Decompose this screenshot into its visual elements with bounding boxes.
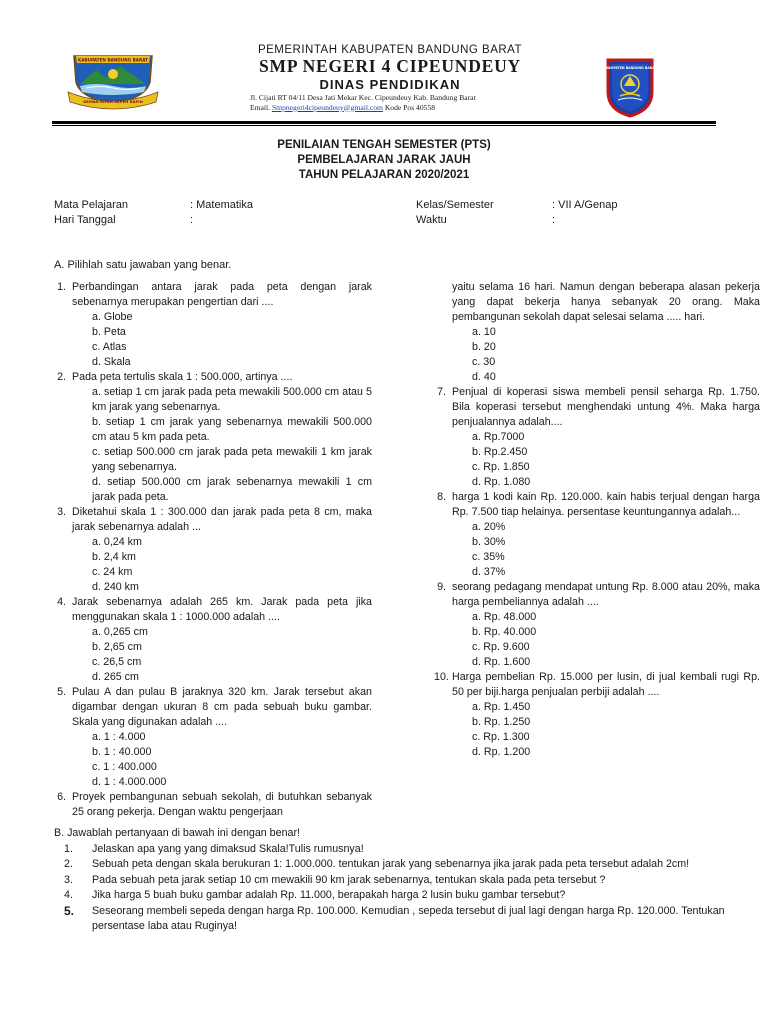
option: b. 30% — [472, 536, 506, 548]
question-3 — [54, 505, 372, 535]
essay-number: 4. — [64, 889, 73, 901]
questions-right-column — [434, 280, 760, 760]
question-10 — [434, 670, 760, 700]
section-b — [54, 826, 754, 935]
time-value: : — [552, 214, 556, 226]
option: c. 26,5 cm — [92, 656, 142, 668]
option: b. Rp.2.450 — [472, 446, 528, 458]
option: d. 265 cm — [92, 671, 139, 683]
email-label: Email. — [250, 102, 271, 112]
subject-label: Mata Pelajaran — [54, 199, 128, 211]
question-4 — [54, 595, 372, 625]
question-6-continued: yaitu selama 16 hari. Namun dengan beberapa alasan pekerja yang dapat bekerja hanya sebanyak 20 orang. Maka pembangunan sekolah dapat selesai selama ..... hari. — [452, 281, 760, 323]
question-number: 4. — [57, 596, 66, 608]
essay-text: Jika harga 5 buah buku gambar adalah Rp. 11.000, berapakah harga 2 lusin buku gambar tersebut? — [92, 889, 566, 901]
option: b. Rp. 1.250 — [472, 716, 531, 728]
option: d. Rp. 1.080 — [472, 476, 531, 488]
option: d. Skala — [92, 356, 131, 368]
essay-question — [54, 904, 754, 935]
class-label: Kelas/Semester — [416, 199, 494, 211]
question-number: 10. — [434, 671, 449, 683]
section-a-heading: A. Pilihlah satu jawaban yang benar. — [54, 259, 232, 271]
option: a. Rp.7000 — [472, 431, 525, 443]
option: b. setiap 1 cm jarak yang sebenarnya mewakili 500.000 cm atau 5 km pada peta. — [92, 416, 372, 443]
essay-number: 1. — [64, 842, 73, 855]
question-7 — [434, 385, 760, 430]
contact-line — [250, 103, 590, 113]
option: c. 24 km — [92, 566, 133, 578]
question-text: seorang pedagang mendapat untung Rp. 8.000 atau 20%, maka harga pembeliannya adalah .... — [452, 581, 760, 608]
question-text: Penjual di koperasi siswa membeli pensil seharga Rp. 1.750. Bila koperasi tersebut menghendaki untung 4%. Maka harga penjualannya adalah.... — [452, 386, 760, 428]
school-address — [190, 93, 590, 112]
option: b. 1 : 40.000 — [92, 746, 152, 758]
essay-number: 5. — [64, 903, 75, 918]
svg-text:KABUPATEN BANDUNG BARAT: KABUPATEN BANDUNG BARAT — [78, 57, 148, 63]
essay-question — [54, 873, 754, 889]
option: d. Rp. 1.600 — [472, 656, 531, 668]
option: a. Rp. 48.000 — [472, 611, 537, 623]
question-text: harga 1 kodi kain Rp. 120.000. kain habis terjual dengan harga Rp. 7.500 tiap helainya. persentase keuntungannya adalah... — [452, 491, 760, 518]
option: a. Globe — [92, 311, 133, 323]
question-number: 3. — [57, 506, 66, 518]
academic-year: TAHUN PELAJARAN 2020/2021 — [298, 169, 470, 181]
option: c. Rp. 1.300 — [472, 731, 530, 743]
question-8 — [434, 490, 760, 520]
option: b. 20 — [472, 341, 496, 353]
time-label: Waktu — [416, 214, 447, 226]
option: d. 1 : 4.000.000 — [92, 776, 167, 788]
option: c. 35% — [472, 551, 505, 563]
essay-number: 2. — [64, 858, 73, 870]
question-text: Perbandingan antara jarak pada peta dengan jarak sebenarnya merupakan pengertian dari .... — [72, 281, 372, 308]
option: a. 10 — [472, 326, 496, 338]
question-number: 7. — [437, 386, 446, 398]
essay-number: 3. — [64, 873, 73, 886]
question-text: Pulau A dan pulau B jaraknya 320 km. Jarak tersebut akan digambar dengan ukuran 8 cm pada sebuah buku gambar. Skala yang digunakan adalah .... — [72, 686, 372, 728]
day-value: : — [190, 214, 194, 226]
essay-question — [54, 857, 754, 873]
option: d. setiap 500.000 cm jarak sebenarnya mewakili 1 cm jarak pada peta. — [92, 476, 372, 503]
school-name: SMP NEGERI 4 CIPEUNDEUY — [259, 56, 521, 76]
exam-title: PENILAIAN TENGAH SEMESTER (PTS) — [277, 139, 491, 151]
option: a. 0,24 km — [92, 536, 142, 548]
header-divider-thick — [52, 121, 716, 124]
option: b. 2,65 cm — [92, 641, 142, 653]
option: d. 37% — [472, 566, 506, 578]
svg-text:KABUPATEN BANDUNG BARAT: KABUPATEN BANDUNG BARAT — [604, 66, 656, 70]
header-divider-thin — [52, 125, 716, 126]
question-5 — [54, 685, 372, 730]
option: b. Peta — [92, 326, 126, 338]
option: b. Rp. 40.000 — [472, 626, 537, 638]
letterhead — [190, 44, 590, 112]
option: d. Rp. 1.200 — [472, 746, 531, 758]
svg-text:GEMAH RIPAH REPEH RAPIH: GEMAH RIPAH REPEH RAPIH — [83, 99, 143, 104]
question-text: Proyek pembangunan sebuah sekolah, di butuhkan sebanyak 25 orang pekerja. Dengan waktu pengerjaan — [72, 791, 372, 818]
question-number: 9. — [437, 581, 446, 593]
question-1 — [54, 280, 372, 310]
option: a. 1 : 4.000 — [92, 731, 146, 743]
option: c. 30 — [472, 356, 496, 368]
option: a. 20% — [472, 521, 506, 533]
question-number: 8. — [437, 491, 446, 503]
postal-code: Kode Pos 40558 — [384, 102, 436, 112]
regency-emblem-icon — [604, 56, 656, 118]
essay-question — [54, 842, 754, 858]
email-link[interactable]: Smpnegeri4cipeundeuy@gmail.com — [271, 102, 383, 112]
question-6 — [54, 790, 372, 820]
question-number: 2. — [57, 371, 66, 383]
option: a. Rp. 1.450 — [472, 701, 531, 713]
question-text: Jarak sebenarnya adalah 265 km. Jarak pada peta jika menggunakan skala 1 : 1000.000 adalah .... — [72, 596, 372, 623]
day-label: Hari Tanggal — [54, 214, 116, 226]
essay-text: Seseorang membeli sepeda dengan harga Rp. 100.000. Kemudian , sepeda tersebut di jual lagi dengan harga Rp. 120.000. Tentukan persentase laba atau Ruginya! — [92, 904, 725, 932]
option: d. 240 km — [92, 581, 139, 593]
option: d. 40 — [472, 371, 496, 383]
option: c. Atlas — [92, 341, 127, 353]
option: c. 1 : 400.000 — [92, 761, 157, 773]
questions-left-column — [54, 280, 372, 820]
option: c. setiap 500.000 cm jarak pada peta mewakili 1 km jarak yang sebenarnya. — [92, 446, 372, 473]
address-line: Jl. Cijati RT 04/11 Desa Jati Mekar Kec. Cipeundeuy Kab. Bandung Barat — [250, 93, 476, 102]
question-9 — [434, 580, 760, 610]
option: a. 0,265 cm — [92, 626, 148, 638]
option: c. Rp. 1.850 — [472, 461, 530, 473]
bandung-barat-logo-icon — [66, 52, 160, 110]
question-text: Pada peta tertulis skala 1 : 500.000, artinya .... — [72, 371, 293, 383]
question-number: 1. — [57, 281, 66, 293]
section-b-heading: B. Jawablah pertanyaan di bawah ini dengan benar! — [54, 827, 300, 839]
question-2 — [54, 370, 372, 385]
question-text: Diketahui skala 1 : 300.000 dan jarak pada peta 8 cm, maka jarak sebenarnya adalah ... — [72, 506, 372, 533]
option: c. Rp. 9.600 — [472, 641, 530, 653]
option: a. setiap 1 cm jarak pada peta mewakili 500.000 cm atau 5 km jarak yang sebenarnya. — [92, 386, 372, 413]
question-text: Harga pembelian Rp. 15.000 per lusin, di jual kembali rugi Rp. 50 per biji.harga penjualan perbiji adalah .... — [452, 671, 760, 698]
government-name: PEMERINTAH KABUPATEN BANDUNG BARAT — [257, 44, 523, 56]
department-name: DINAS PENDIDIKAN — [319, 77, 461, 92]
essay-text: Jelaskan apa yang yang dimaksud Skala!Tulis rumusnya! — [92, 842, 364, 855]
class-value: : VII A/Genap — [552, 199, 618, 211]
question-number: 6. — [57, 791, 66, 803]
essay-text: Pada sebuah peta jarak setiap 10 cm mewakili 90 km jarak sebenarnya, tentukan skala pada peta tersebut ? — [92, 873, 606, 886]
exam-subtitle: PEMBELAJARAN JARAK JAUH — [297, 154, 471, 166]
essay-text: Sebuah peta dengan skala berukuran 1: 1.000.000. tentukan jarak yang sebenarnya jika jarak pada peta tersebut adalah 2cm! — [92, 858, 690, 870]
question-number: 5. — [57, 686, 66, 698]
option: b. 2,4 km — [92, 551, 136, 563]
subject-value: : Matematika — [190, 199, 253, 211]
essay-question — [54, 888, 754, 904]
